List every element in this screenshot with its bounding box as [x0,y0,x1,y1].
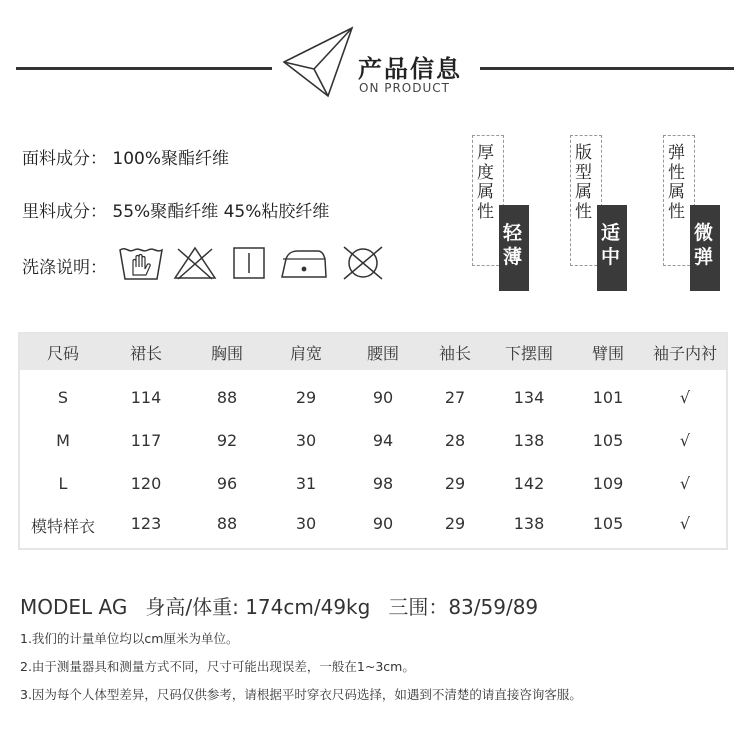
wash-instruction-label: 洗涤说明： [22,258,107,278]
header-cell: 尺码 [46,344,80,363]
page-subtitle: ON PRODUCT [359,81,450,95]
table-cell: 114 [130,388,162,407]
header-cell: 裙长 [129,344,163,363]
header-cell: 肩宽 [289,344,323,363]
lining-fabric-label: 里料成分： [22,202,107,222]
note-item: 1.我们的计量单位均以cm厘米为单位。 [20,631,239,646]
fit-attribute-label: 版型属性 [575,143,592,222]
table-cell: 105 [592,514,624,533]
main-fabric-value: 100%聚酯纤维 [112,149,230,169]
model-height-weight: 身高/体重: 174cm/49kg [145,595,371,619]
table-cell: 90 [372,514,394,533]
table-cell: 29 [444,474,466,493]
main-fabric-label: 面料成分： [22,149,107,169]
table-cell: M [56,431,70,450]
elasticity-attribute-label: 弹性属性 [668,143,685,222]
header-rule-left [16,67,272,70]
header-cell: 臂围 [591,344,625,363]
table-cell: 88 [216,514,238,533]
table-cell: 105 [592,431,624,450]
header-cell: 袖子内衬 [652,344,718,363]
note-item: 2.由于测量器具和测量方式不同，尺寸可能出现误差，一般在1~3cm。 [20,659,415,674]
model-measurements: 三围：83/59/89 [388,595,539,619]
elasticity-attribute-value: 微弹 [690,205,720,291]
table-cell: 28 [444,431,466,450]
table-cell: 120 [130,474,162,493]
thickness-attribute-value: 轻薄 [499,205,529,291]
lining-fabric-line [22,197,329,222]
low-iron-icon [280,245,328,281]
header-cell: 袖长 [438,344,472,363]
table-cell: 98 [372,474,394,493]
hand-wash-icon [118,245,164,281]
fit-attribute-value: 适中 [597,205,627,291]
table-cell: L [58,474,68,493]
line-dry-icon [232,245,266,281]
table-cell: 30 [295,514,317,533]
table-cell: 88 [216,388,238,407]
table-cell: √ [679,474,691,493]
header-cell: 下摆围 [504,344,554,363]
table-cell: √ [679,514,691,533]
header-cell: 腰围 [366,344,400,363]
paper-plane-icon [282,26,356,98]
table-cell: 123 [130,514,162,533]
table-cell: √ [679,388,691,407]
table-cell: 29 [295,388,317,407]
table-cell: 138 [513,514,545,533]
table-cell: 101 [592,388,624,407]
header-rule-right [480,67,734,70]
no-bleach-icon [172,245,218,281]
table-cell: √ [679,431,691,450]
table-cell: 31 [295,474,317,493]
no-dry-clean-icon [340,245,386,281]
table-cell: 96 [216,474,238,493]
table-cell: 134 [513,388,545,407]
table-cell: 92 [216,431,238,450]
table-cell: S [57,388,69,407]
model-info-line [20,591,538,620]
table-cell: 94 [372,431,394,450]
page-title: 产品信息 [358,54,462,83]
table-cell: 90 [372,388,394,407]
table-cell: 109 [592,474,624,493]
table-cell: 30 [295,431,317,450]
table-cell: 117 [130,431,162,450]
table-cell: 模特样衣 [30,517,96,536]
table-cell: 29 [444,514,466,533]
header-cell: 胸围 [210,344,244,363]
size-table [18,332,728,550]
main-fabric-line [22,144,229,169]
note-item: 3.因为每个人体型差异，尺码仅供参考，请根据平时穿衣尺码选择，如遇到不清楚的请直接咨询客服。 [20,687,582,702]
model-name: MODEL AG [20,595,128,619]
table-cell: 138 [513,431,545,450]
table-cell: 27 [444,388,466,407]
lining-fabric-value: 55%聚酯纤维 45%粘胶纤维 [112,202,330,222]
thickness-attribute-label: 厚度属性 [477,143,494,222]
table-cell: 142 [513,474,545,493]
